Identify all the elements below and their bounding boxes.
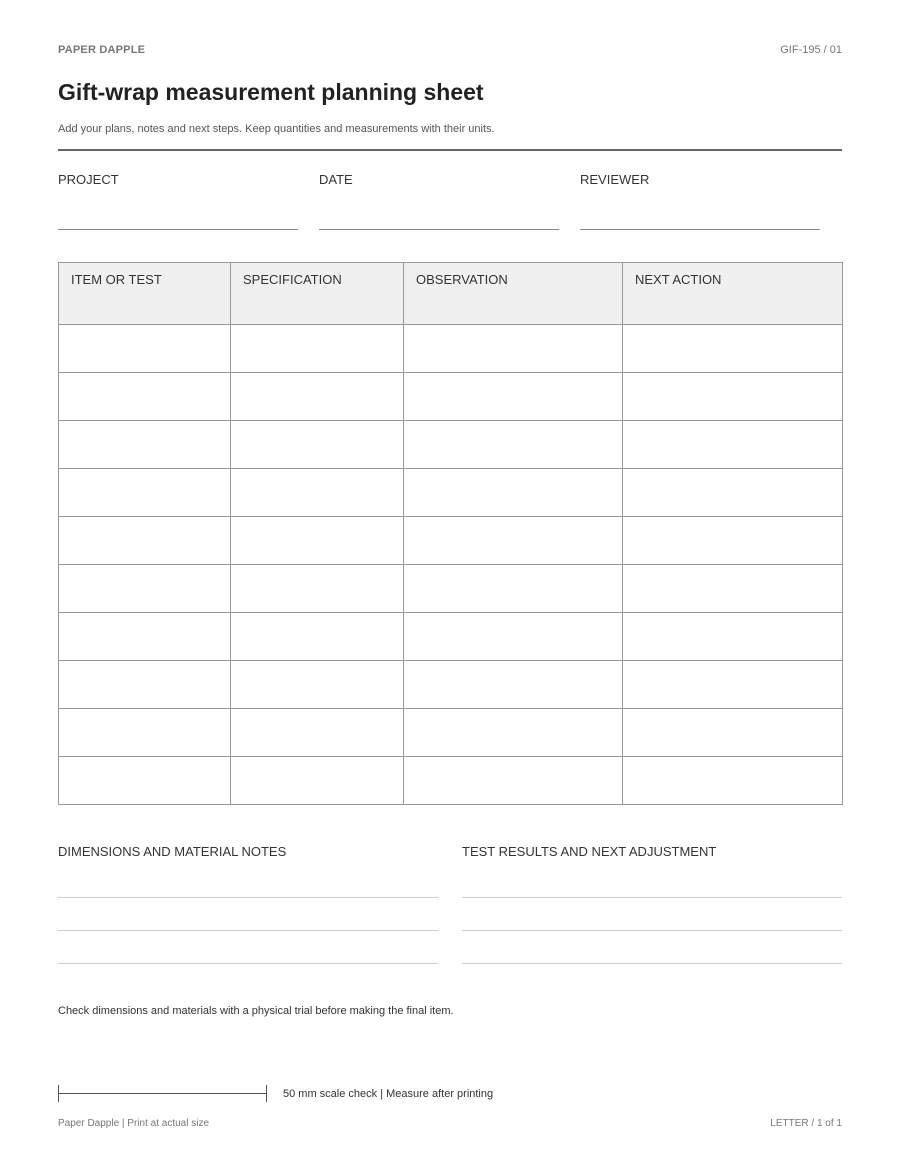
table-cell[interactable] — [623, 517, 843, 565]
table-cell[interactable] — [404, 517, 623, 565]
column-header-label: NEXT ACTION — [635, 272, 722, 287]
table-cell[interactable] — [59, 757, 231, 805]
column-header-item-or-test — [59, 263, 231, 325]
dimensions-note-line[interactable] — [58, 963, 438, 964]
table-cell[interactable] — [404, 373, 623, 421]
column-header-next-action — [623, 263, 843, 325]
table-cell[interactable] — [231, 661, 404, 709]
results-note-line[interactable] — [462, 897, 842, 898]
scale-check-bar — [58, 1085, 267, 1103]
page-title: Gift-wrap measurement planning sheet — [58, 79, 484, 105]
table-cell[interactable] — [231, 757, 404, 805]
project-label: PROJECT — [58, 172, 119, 187]
table-cell[interactable] — [623, 469, 843, 517]
trial-reminder-note: Check dimensions and materials with a physical trial before making the final item. — [58, 1005, 454, 1017]
table-header-row — [59, 263, 843, 325]
table-cell[interactable] — [623, 661, 843, 709]
table-cell[interactable] — [231, 517, 404, 565]
dimensions-note-line[interactable] — [58, 897, 438, 898]
document-id: GIF-195 / 01 — [780, 44, 842, 56]
reviewer-field-line[interactable] — [580, 229, 820, 230]
scale-tick-start — [58, 1085, 59, 1102]
table-cell[interactable] — [231, 421, 404, 469]
table-row — [59, 565, 843, 613]
table-cell[interactable] — [404, 757, 623, 805]
table-cell[interactable] — [59, 709, 231, 757]
table-cell[interactable] — [404, 661, 623, 709]
results-note-line[interactable] — [462, 963, 842, 964]
table-cell[interactable] — [231, 373, 404, 421]
footer-left: Paper Dapple | Print at actual size — [58, 1118, 210, 1129]
scale-tick-end — [266, 1085, 267, 1102]
table-row — [59, 757, 843, 805]
project-field-line[interactable] — [58, 229, 298, 230]
reviewer-label: REVIEWER — [580, 172, 650, 187]
table-cell[interactable] — [59, 421, 231, 469]
table-cell[interactable] — [404, 709, 623, 757]
table-cell[interactable] — [623, 709, 843, 757]
table-cell[interactable] — [404, 469, 623, 517]
table-cell[interactable] — [231, 565, 404, 613]
column-header-observation — [404, 263, 623, 325]
table-cell[interactable] — [59, 613, 231, 661]
table-row — [59, 325, 843, 373]
dimensions-notes-label: DIMENSIONS AND MATERIAL NOTES — [58, 844, 287, 859]
column-header-specification — [231, 263, 404, 325]
table-row — [59, 613, 843, 661]
table-row — [59, 517, 843, 565]
table-cell[interactable] — [623, 565, 843, 613]
table-cell[interactable] — [59, 325, 231, 373]
table-row — [59, 661, 843, 709]
table-cell[interactable] — [404, 613, 623, 661]
table-cell[interactable] — [623, 613, 843, 661]
table-row — [59, 373, 843, 421]
table-cell[interactable] — [231, 709, 404, 757]
table-row — [59, 469, 843, 517]
column-header-label: SPECIFICATION — [243, 272, 342, 287]
date-field-line[interactable] — [319, 229, 559, 230]
column-header-label: ITEM OR TEST — [71, 272, 162, 287]
date-label: DATE — [319, 172, 353, 187]
table-cell[interactable] — [404, 421, 623, 469]
table-cell[interactable] — [59, 661, 231, 709]
test-results-label: TEST RESULTS AND NEXT ADJUSTMENT — [462, 844, 717, 859]
table-cell[interactable] — [231, 613, 404, 661]
dimensions-note-line[interactable] — [58, 930, 438, 931]
table-body — [59, 325, 843, 805]
header-divider — [58, 149, 842, 151]
column-header-label: OBSERVATION — [416, 272, 508, 287]
brand-name: PAPER DAPPLE — [58, 44, 146, 56]
table-cell[interactable] — [623, 325, 843, 373]
table-cell[interactable] — [404, 325, 623, 373]
planning-table — [58, 262, 843, 805]
table-cell[interactable] — [623, 757, 843, 805]
table-row — [59, 709, 843, 757]
table-cell[interactable] — [59, 565, 231, 613]
table-cell[interactable] — [623, 421, 843, 469]
results-note-line[interactable] — [462, 930, 842, 931]
table-cell[interactable] — [231, 469, 404, 517]
footer-right: LETTER / 1 of 1 — [770, 1118, 842, 1129]
page-subtitle: Add your plans, notes and next steps. Keep quantities and measurements with their units. — [58, 123, 495, 135]
table-row — [59, 421, 843, 469]
table-cell[interactable] — [59, 469, 231, 517]
table-cell[interactable] — [623, 373, 843, 421]
table-cell[interactable] — [404, 565, 623, 613]
scale-check-label: 50 mm scale check | Measure after printing — [283, 1088, 494, 1100]
scale-bar-line — [58, 1093, 267, 1094]
table-cell[interactable] — [59, 517, 231, 565]
table-cell[interactable] — [59, 373, 231, 421]
table-cell[interactable] — [231, 325, 404, 373]
